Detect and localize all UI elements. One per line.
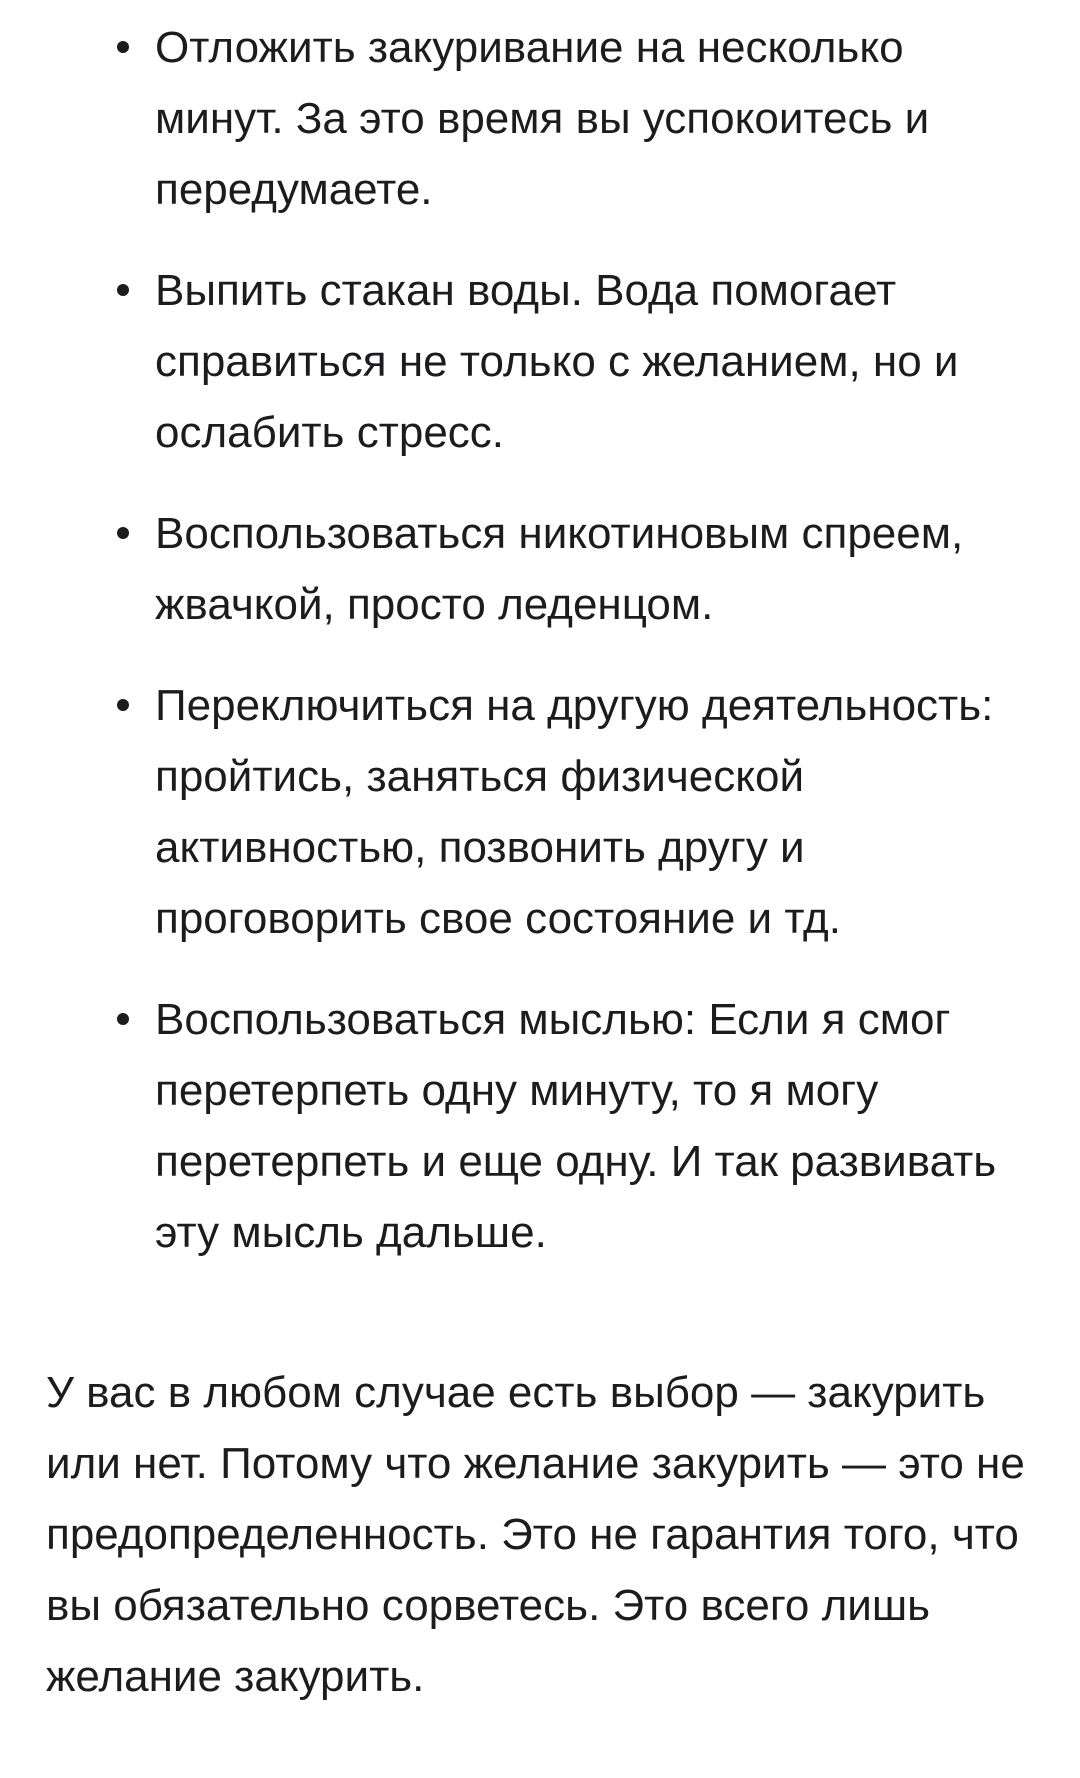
list-item <box>0 255 1080 468</box>
list-item <box>0 670 1080 954</box>
bullet-icon <box>117 1013 129 1025</box>
conclusion-paragraph: У вас в любом случае есть выбор — закурить или нет. Потому что желание закурить — это не предопределенность. Это не гарантия того, что вы обязательно сорветесь. Это всего лишь желание закурить. <box>46 1368 1025 1701</box>
tips-list <box>0 12 1080 1298</box>
list-item-text: Переключиться на другую деятельность: пройтись, заняться физической активностью, позвонить другу и проговорить свое состояние и тд. <box>155 681 994 943</box>
bullet-icon <box>117 527 129 539</box>
bullet-icon <box>117 699 129 711</box>
list-item <box>0 984 1080 1268</box>
bullet-icon <box>117 284 129 296</box>
list-item-text: Воспользоваться мыслью: Если я смог перетерпеть одну минуту, то я могу перетерпеть и еще одну. И так развивать эту мысль дальше. <box>155 995 997 1257</box>
bullet-icon <box>117 41 129 53</box>
list-item-text: Выпить стакан воды. Вода помогает справиться не только с желанием, но и ослабить стресс. <box>155 266 959 457</box>
list-item-text: Отложить закуривание на несколько минут. За это время вы успокоитесь и передумаете. <box>155 23 930 214</box>
list-item <box>0 498 1080 640</box>
list-item-text: Воспользоваться никотиновым спреем, жвачкой, просто леденцом. <box>155 509 964 629</box>
list-item <box>0 12 1080 225</box>
